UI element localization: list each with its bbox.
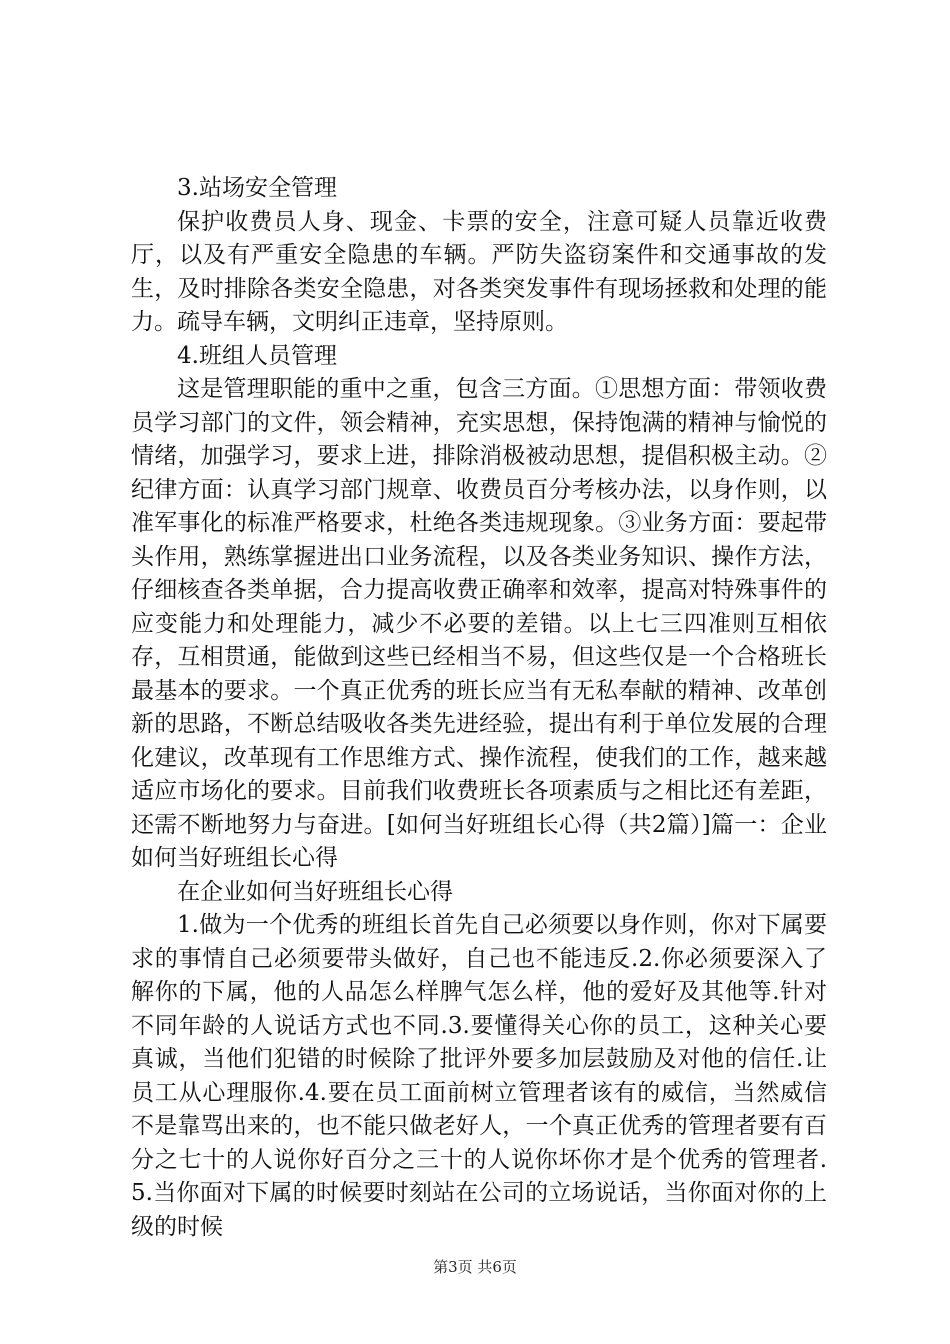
- page-footer: 第3页 共6页: [433, 1258, 517, 1276]
- section-heading-team-leader: 在企业如何当好班组长心得: [177, 878, 453, 905]
- section-heading-team-personnel: 4.班组人员管理: [177, 342, 337, 369]
- paragraph-team-personnel: 这是管理职能的重中之重，包含三方面。①思想方面：带领收费员学习部门的文件，领会精神，充实思想，保持饱满的精神与愉悦的情绪，加强学习，要求上进，排除消极被动思想，提倡积极主动。②纪律方面：认真学习部门规章、收费员百分考核办法，以身作则，以准军事化的标准严格要求，杜绝各类违规现象。③业务方面：要起带头作用，熟练掌握进出口业务流程，以及各类业务知识、操作方法，仔细核查各类单据，合力提高收费正确率和效率，提高对特殊事件的应变能力和处理能力，减少不必要的差错。以上七三四准则互相依存，互相贯通，能做到这些已经相当不易，但这些仅是一个合格班长最基本的要求。一个真正优秀的班长应当有无私奉献的精神、改革创新的思路，不断总结吸收各类先进经验，提出有利于单位发展的合理化建议，改革现有工作思维方式、操作流程，使我们的工作，越来越适应市场化的要求。目前我们收费班长各项素质与之相比还有差距，还需不断地努力与奋进。[如何当好班组长心得（共2篇）]篇一：企业如何当好班组长心得: [131, 376, 827, 871]
- paragraph-team-leader-tips: 1.做为一个优秀的班组长首先自己必须要以身作则，你对下属要求的事情自己必须要带头做好，自己也不能违反.2.你必须要深入了解你的下属，他的人品怎么样脾气怎么样，他的爱好及其他等.针对不同年龄的人说话方式也不同.3.要懂得关心你的员工，这种关心要真诚，当他们犯错的时候除了批评外要多加层鼓励及对他的信任.让员工从心理服你.4.要在员工面前树立管理者该有的威信，当然威信不是靠骂出来的，也不能只做老好人，一个真正优秀的管理者要有百分之七十的人说你好百分之三十的人说你坏你才是个优秀的管理者.5.当你面对下属的时候要时刻站在公司的立场说话，当你面对你的上级的时候: [131, 912, 827, 1240]
- section-heading-station-safety: 3.站场安全管理: [177, 175, 337, 201]
- paragraph-station-safety: 保护收费员人身、现金、卡票的安全，注意可疑人员靠近收费厅，以及有严重安全隐患的车辆。严防失盗窃案件和交通事故的发生，及时排除各类安全隐患，对各类突发事件有现场拯救和处理的能力。疏导车辆，文明纠正违章，坚持原则。: [131, 208, 827, 335]
- document-body: [131, 172, 827, 1244]
